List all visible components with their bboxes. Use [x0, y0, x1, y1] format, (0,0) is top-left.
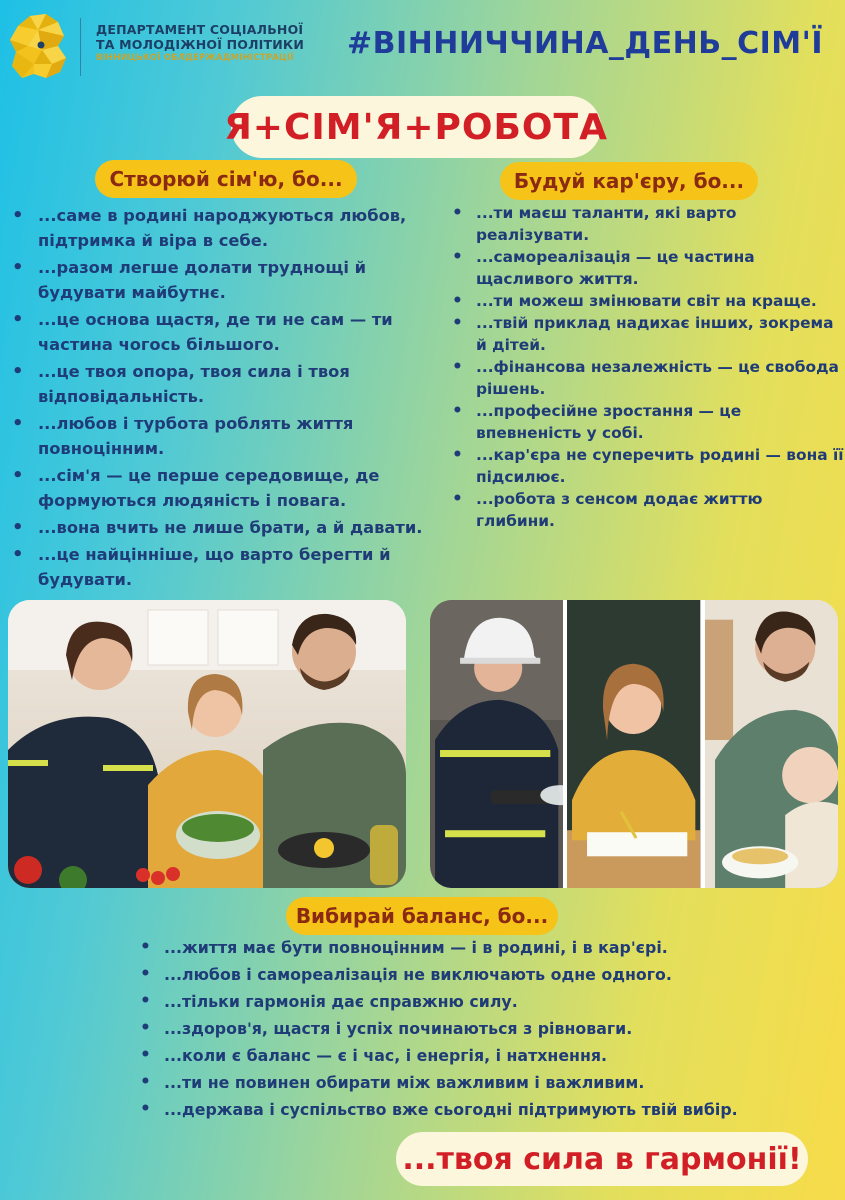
list-item: • ...коли є баланс — є і час, і енергія, і натхнення.	[140, 1042, 840, 1069]
list-item: • ...ти маєш таланти, які варто реалізувати.	[452, 202, 844, 246]
list-item: • ...це твоя опора, твоя сила і твоя відповідальність.	[10, 359, 450, 409]
firefighter-photo	[430, 600, 563, 888]
career-list	[452, 202, 844, 532]
vinnytsia-region-map-icon	[8, 12, 68, 82]
list-item: • ...ти можеш змінювати світ на краще.	[452, 290, 844, 312]
page-title: Я+СІМ'Я+РОБОТА	[231, 96, 601, 158]
hashtag: #ВІННИЧЧИНА_ДЕНЬ_СІМ'Ї	[347, 26, 823, 61]
org-line-1: ДЕПАРТАМЕНТ СОЦІАЛЬНОЇ	[96, 22, 304, 37]
org-line-2: ТА МОЛОДІЖНОЇ ПОЛІТИКИ	[96, 37, 304, 52]
family-cooking-photo	[8, 600, 406, 888]
list-item: • ...сім'я — це перше середовище, де формуються людяність і повага.	[10, 463, 450, 513]
list-item: • ...саме в родині народжуються любов, підтримка й віра в себе.	[10, 203, 450, 253]
family-list	[10, 203, 450, 594]
list-item: • ...ти не повинен обирати між важливим і важливим.	[140, 1069, 840, 1096]
list-item: • ...тільки гармонія дає справжню силу.	[140, 988, 840, 1015]
list-item: • ...робота з сенсом додає життю глибини.	[452, 488, 844, 532]
child-writing-photo	[567, 600, 700, 888]
list-item: • ...фінансова незалежність — це свобода рішень.	[452, 356, 844, 400]
organization-name	[96, 22, 304, 64]
list-item: • ...це основа щастя, де ти не сам — ти частина чогось більшого.	[10, 307, 450, 357]
balance-heading: Вибирай баланс, бо...	[286, 897, 558, 935]
footer-slogan: ...твоя сила в гармонії!	[396, 1132, 808, 1186]
list-item: • ...це найцінніше, що варто берегти й будувати.	[10, 542, 450, 592]
header-divider	[80, 18, 81, 76]
list-item: • ...разом легше долати труднощі й будувати майбутнє.	[10, 255, 450, 305]
balance-list	[140, 934, 840, 1123]
org-line-3: ВІННИЦЬКОЇ ОБЛДЕРЖАДМІНІСТРАЦІЇ	[96, 53, 294, 63]
list-item: • ...держава і суспільство вже сьогодні підтримують твій вибір.	[140, 1096, 840, 1123]
list-item: • ...любов і турбота роблять життя повноцінним.	[10, 411, 450, 461]
list-item: • ...твій приклад надихає інших, зокрема й дітей.	[452, 312, 844, 356]
list-item: • ...здоров'я, щастя і успіх починаються з рівноваги.	[140, 1015, 840, 1042]
list-item: • ...професійне зростання — це впевненість у собі.	[452, 400, 844, 444]
list-item: • ...кар'єра не суперечить родині — вона її підсилює.	[452, 444, 844, 488]
career-collage-photo	[430, 600, 838, 888]
list-item: • ...вона вчить не лише брати, а й давати.	[10, 515, 450, 540]
father-feeding-baby-photo	[705, 600, 838, 888]
list-item: • ...самореалізація — це частина щасливого життя.	[452, 246, 844, 290]
family-heading: Створюй сім'ю, бо...	[95, 160, 357, 198]
career-heading: Будуй кар'єру, бо...	[500, 162, 758, 200]
list-item: • ...життя має бути повноцінним — і в родині, і в кар'єрі.	[140, 934, 840, 961]
list-item: • ...любов і самореалізація не виключають одне одного.	[140, 961, 840, 988]
